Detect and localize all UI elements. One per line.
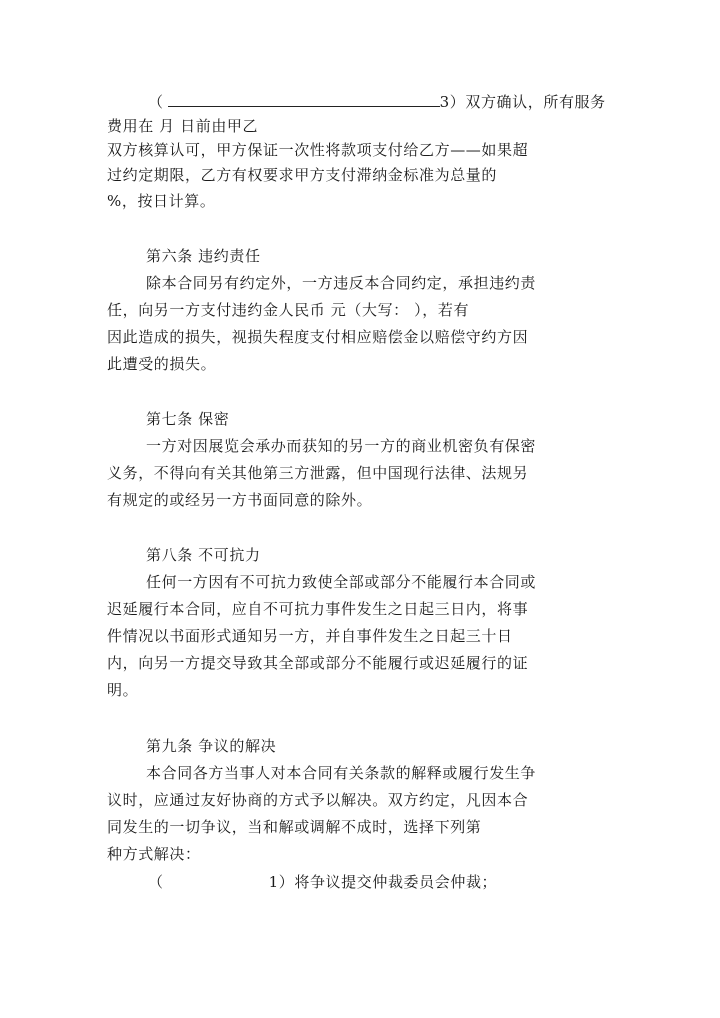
clause-6-heading: 第六条 违约责任 xyxy=(146,247,261,265)
clause-8-line: 内，向另一方提交导致其全部或部分不能履行或迟延履行的证 xyxy=(107,654,529,672)
clause-9-heading: 第九条 争议的解决 xyxy=(146,737,277,755)
clause-6-line: 此遭受的损失。 xyxy=(107,355,217,373)
clause-8-line: 迟延履行本合同，应自不可抗力事件发生之日起三日内，将事 xyxy=(107,600,529,618)
clause-8-line: 任何一方因有不可抗力致使全部或部分不能履行本合同或 xyxy=(146,573,537,591)
payment-confirm-line xyxy=(148,92,606,112)
clause-8-line: 件情况以书面形式通知另一方，并自事件发生之日起三十日 xyxy=(107,627,513,645)
arbitration-option-line xyxy=(148,872,497,892)
clause-8-heading: 第八条 不可抗力 xyxy=(146,546,261,564)
clause-9-line: 议时，应通过友好协商的方式予以解决。双方约定，凡因本合 xyxy=(107,791,529,809)
clause-6-line: 因此造成的损失，视损失程度支付相应赔偿金以赔偿守约方因 xyxy=(107,328,529,346)
clause-7-line: 有规定的或经另一方书面同意的除外。 xyxy=(107,491,373,509)
clause-9-line: 本合同各方当事人对本合同有关条款的解释或履行发生争 xyxy=(146,764,537,782)
clause-9-line: 种方式解决： xyxy=(107,845,201,863)
clause-7-heading: 第七条 保密 xyxy=(146,410,230,428)
arbitration-option-text: 1）将争议提交仲裁委员会仲裁； xyxy=(268,873,498,891)
payment-terms-line: 双方核算认可，甲方保证一次性将款项支付给乙方——如果超 xyxy=(107,141,529,159)
fill-in-underline xyxy=(168,92,440,107)
late-fee-line: 过约定期限，乙方有权要求甲方支付滞纳金标准为总量的 xyxy=(107,166,498,184)
clause-8-line: 明。 xyxy=(107,681,139,699)
late-fee-percent-line: %，按日计算。 xyxy=(107,192,216,210)
clause-9-line: 同发生的一切争议，当和解或调解不成时，选择下列第 xyxy=(107,818,482,836)
payment-confirm-text: 3）双方确认，所有服务 xyxy=(439,93,606,111)
open-paren: （ xyxy=(148,93,164,111)
payment-date-line: 费用在 月 日前由甲乙 xyxy=(107,117,259,135)
open-paren: （ xyxy=(148,873,164,891)
clause-6-line: 任，向另一方支付违约金人民币 元（大写： ），若有 xyxy=(107,301,470,319)
clause-7-line: 一方对因展览会承办而获知的另一方的商业机密负有保密 xyxy=(146,437,537,455)
clause-7-line: 义务，不得向有关其他第三方泄露，但中国现行法律、法规另 xyxy=(107,464,529,482)
clause-6-line: 除本合同另有约定外，一方违反本合同约定，承担违约责 xyxy=(146,274,537,292)
